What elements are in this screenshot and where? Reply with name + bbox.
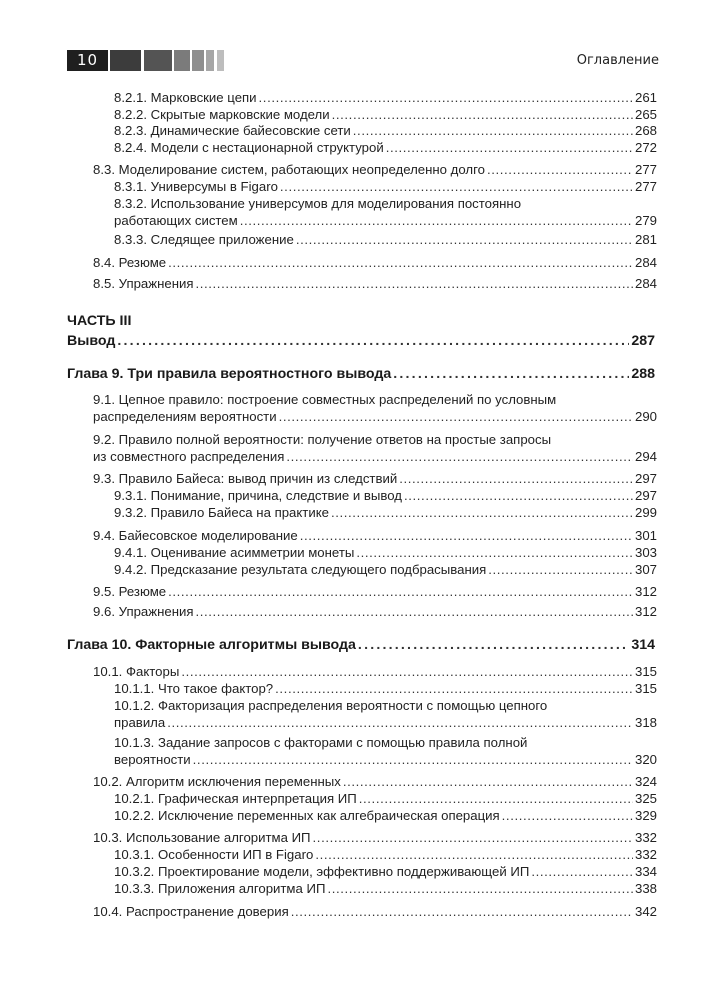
dot-leader xyxy=(353,122,633,139)
toc-entry-page: 299 xyxy=(634,505,657,520)
toc-entry-title: 8.2.1. Марковские цепи xyxy=(114,90,257,105)
dot-leader xyxy=(279,408,633,425)
page-number-block xyxy=(67,50,108,71)
dot-leader xyxy=(359,790,633,807)
toc-entry-page: 324 xyxy=(634,774,657,789)
toc-entry[interactable] xyxy=(114,561,657,578)
toc-entry-title: 10.3. Использование алгоритма ИП xyxy=(93,830,311,845)
toc-entry-page: 332 xyxy=(634,830,657,845)
toc-entry-title: 9.3.2. Правило Байеса на практике xyxy=(114,505,329,520)
dot-leader xyxy=(181,663,633,680)
toc-entry[interactable] xyxy=(114,846,657,863)
header-bar-block xyxy=(110,50,141,71)
toc-entry-page: 277 xyxy=(634,179,657,194)
toc-entry-title: 8.4. Резюме xyxy=(93,255,167,270)
toc-entry-page: 277 xyxy=(634,162,657,177)
toc-entry-title: 10.3.3. Приложения алгоритма ИП xyxy=(114,881,326,896)
toc-entry-title: 9.4. Байесовское моделирование xyxy=(93,528,298,543)
toc-entry-page: 261 xyxy=(634,90,657,105)
dot-leader xyxy=(168,583,633,600)
toc-entry-page: 290 xyxy=(634,409,657,424)
toc-chapter-entry[interactable] xyxy=(67,364,655,384)
toc-entry[interactable] xyxy=(114,790,657,807)
toc-entry[interactable] xyxy=(93,583,657,600)
dot-leader xyxy=(358,635,629,655)
dot-leader xyxy=(195,275,633,292)
toc-entry-page: 334 xyxy=(634,864,657,879)
toc-entry-page: 315 xyxy=(634,664,657,679)
toc-entry-title: 9.5. Резюме xyxy=(93,584,167,599)
toc-entry-title-line1: 10.1.3. Задание запросов с факторами с помощью правила полной xyxy=(114,735,528,750)
toc-entry[interactable] xyxy=(114,178,657,195)
toc-entry-page: 312 xyxy=(634,584,657,599)
dot-leader xyxy=(488,561,633,578)
toc-entry-page: 297 xyxy=(634,471,657,486)
header-bar-block xyxy=(217,50,224,71)
toc-entry-title: 8.2.3. Динамические байесовские сети xyxy=(114,123,351,138)
toc-entry-page: 281 xyxy=(634,232,657,247)
dot-leader xyxy=(296,231,633,248)
dot-leader xyxy=(286,448,633,465)
toc-entry[interactable] xyxy=(114,734,657,768)
toc-entry[interactable] xyxy=(93,663,657,680)
toc-entry-title: 9.3. Правило Байеса: вывод причин из следствий xyxy=(93,471,398,486)
toc-entry[interactable] xyxy=(114,680,657,697)
toc-chapter-entry[interactable] xyxy=(67,635,655,655)
toc-entry-title: 10.4. Распространение доверия xyxy=(93,904,289,919)
toc-entry-title: 9.3.1. Понимание, причина, следствие и вывод xyxy=(114,488,402,503)
toc-entry[interactable] xyxy=(93,431,657,465)
toc-entry-page: 284 xyxy=(634,255,657,270)
toc-entry-title: 10.1.1. Что такое фактор? xyxy=(114,681,274,696)
toc-entry-page: 284 xyxy=(634,276,657,291)
toc-entry-page: 279 xyxy=(634,213,657,228)
toc-entry-page: 329 xyxy=(634,808,657,823)
dot-leader xyxy=(332,106,633,123)
dot-leader xyxy=(291,903,633,920)
header-bar-block xyxy=(206,50,214,71)
dot-leader xyxy=(343,773,633,790)
toc-entry-title-line1: 9.1. Цепное правило: построение совместных распределений по условным xyxy=(93,392,557,407)
toc-entry-title: работающих систем xyxy=(114,213,238,228)
toc-entry-page: 297 xyxy=(634,488,657,503)
dot-leader xyxy=(195,603,633,620)
dot-leader xyxy=(404,487,633,504)
header-bar-block xyxy=(174,50,190,71)
toc-entry-title: из совместного распределения xyxy=(93,449,285,464)
toc-entry-page: 318 xyxy=(634,715,657,730)
toc-entry[interactable] xyxy=(114,231,657,248)
toc-entry[interactable] xyxy=(93,903,657,920)
toc-entry-title: 8.2.2. Скрытые марковские модели xyxy=(114,107,330,122)
toc-entry-title: 9.4.1. Оценивание асимметрии монеты xyxy=(114,545,355,560)
toc-entry[interactable] xyxy=(114,807,657,824)
dot-leader xyxy=(240,212,633,229)
toc-entry[interactable] xyxy=(93,829,657,846)
dot-leader xyxy=(356,544,633,561)
toc-entry-title: 10.2.2. Исключение переменных как алгебраическая операция xyxy=(114,808,500,823)
toc-entry[interactable] xyxy=(114,697,657,731)
toc-entry-page: 325 xyxy=(634,791,657,806)
toc-entry[interactable] xyxy=(114,487,657,504)
dot-leader xyxy=(386,139,633,156)
page-header xyxy=(0,0,727,80)
toc-entry[interactable] xyxy=(93,391,657,425)
dot-leader xyxy=(117,331,629,351)
dot-leader xyxy=(331,504,633,521)
toc-entry-page: 294 xyxy=(634,449,657,464)
toc-entry-title: 8.3.3. Следящее приложение xyxy=(114,232,294,247)
toc-part-entry[interactable] xyxy=(67,311,655,351)
dot-leader xyxy=(399,470,633,487)
dot-leader xyxy=(487,161,633,178)
toc-entry-page: 315 xyxy=(634,681,657,696)
toc-entry-title: 10.2.1. Графическая интерпретация ИП xyxy=(114,791,357,806)
toc-entry[interactable] xyxy=(114,122,657,139)
toc-entry-title: 8.3.1. Универсумы в Figaro xyxy=(114,179,278,194)
toc-entry-title: Вывод xyxy=(67,333,116,349)
dot-leader xyxy=(315,846,633,863)
dot-leader xyxy=(167,714,633,731)
toc-entry[interactable] xyxy=(114,880,657,897)
toc-entry-title-line1: 9.2. Правило полной вероятности: получение ответов на простые запросы xyxy=(93,432,552,447)
toc-entry-title: 10.2. Алгоритм исключения переменных xyxy=(93,774,341,789)
toc-entry[interactable] xyxy=(93,254,657,271)
toc-entry-page: 265 xyxy=(634,107,657,122)
toc-entry-title: 10.1. Факторы xyxy=(93,664,180,679)
toc-entry[interactable] xyxy=(114,139,657,156)
toc-entry-title: 8.2.4. Модели с нестационарной структурой xyxy=(114,140,384,155)
dot-leader xyxy=(193,751,633,768)
dot-leader xyxy=(300,527,633,544)
dot-leader xyxy=(275,680,633,697)
toc-entry-title: 10.3.1. Особенности ИП в Figaro xyxy=(114,847,314,862)
toc-entry[interactable] xyxy=(93,161,657,178)
toc-entry-page: 312 xyxy=(634,604,657,619)
toc-entry[interactable] xyxy=(114,195,657,229)
toc-entry[interactable] xyxy=(93,773,657,790)
toc-entry-title: правила xyxy=(114,715,166,730)
toc-entry-page: 288 xyxy=(631,366,655,382)
toc-part-label: ЧАСТЬ III xyxy=(67,313,132,329)
toc-entry-title-line1: 8.3.2. Использование универсумов для моделирования постоянно xyxy=(114,196,522,211)
toc-entry-title: Глава 9. Три правила вероятностного вывода xyxy=(67,366,392,382)
toc-entry-page: 287 xyxy=(631,333,655,349)
toc-entry-title: 8.5. Упражнения xyxy=(93,276,194,291)
toc-entry-page: 320 xyxy=(634,752,657,767)
toc-entry-title: вероятности xyxy=(114,752,191,767)
page-number: 10 xyxy=(76,51,99,69)
toc-entry-page: 332 xyxy=(634,847,657,862)
toc-entry[interactable] xyxy=(93,275,657,292)
toc-entry-page: 307 xyxy=(634,562,657,577)
dot-leader xyxy=(313,829,633,846)
toc-entry[interactable] xyxy=(93,603,657,620)
toc-entry-title: распределениям вероятности xyxy=(93,409,277,424)
header-bar-block xyxy=(192,50,204,71)
dot-leader xyxy=(168,254,633,271)
toc-entry-title: 8.3. Моделирование систем, работающих неопределенно долго xyxy=(93,162,485,177)
toc-entry-page: 342 xyxy=(634,904,657,919)
dot-leader xyxy=(531,863,633,880)
running-title: Оглавление xyxy=(576,53,659,68)
toc-entry-page: 301 xyxy=(634,528,657,543)
toc-entry-title-line1: 10.1.2. Факторизация распределения вероятности с помощью цепного xyxy=(114,698,548,713)
toc-entry-page: 338 xyxy=(634,881,657,896)
toc-entry-title: Глава 10. Факторные алгоритмы вывода xyxy=(67,637,356,653)
toc-entry[interactable] xyxy=(114,106,657,123)
toc-entry-title: 10.3.2. Проектирование модели, эффективно поддерживающей ИП xyxy=(114,864,530,879)
header-bar-block xyxy=(144,50,172,71)
toc-entry-page: 314 xyxy=(631,637,655,653)
dot-leader xyxy=(502,807,633,824)
toc-entry[interactable] xyxy=(93,470,657,487)
toc-entry-title: 9.6. Упражнения xyxy=(93,604,194,619)
toc-entry[interactable] xyxy=(114,544,657,561)
toc-entry[interactable] xyxy=(93,527,657,544)
toc-entry[interactable] xyxy=(114,504,657,521)
toc-entry[interactable] xyxy=(114,89,657,106)
dot-leader xyxy=(393,364,629,384)
toc-entry-page: 268 xyxy=(634,123,657,138)
dot-leader xyxy=(280,178,633,195)
toc-entry-page: 303 xyxy=(634,545,657,560)
toc-entry-title: 9.4.2. Предсказание результата следующего подбрасывания xyxy=(114,562,487,577)
dot-leader xyxy=(327,880,633,897)
toc-entry-page: 272 xyxy=(634,140,657,155)
toc-entry[interactable] xyxy=(114,863,657,880)
dot-leader xyxy=(259,89,633,106)
